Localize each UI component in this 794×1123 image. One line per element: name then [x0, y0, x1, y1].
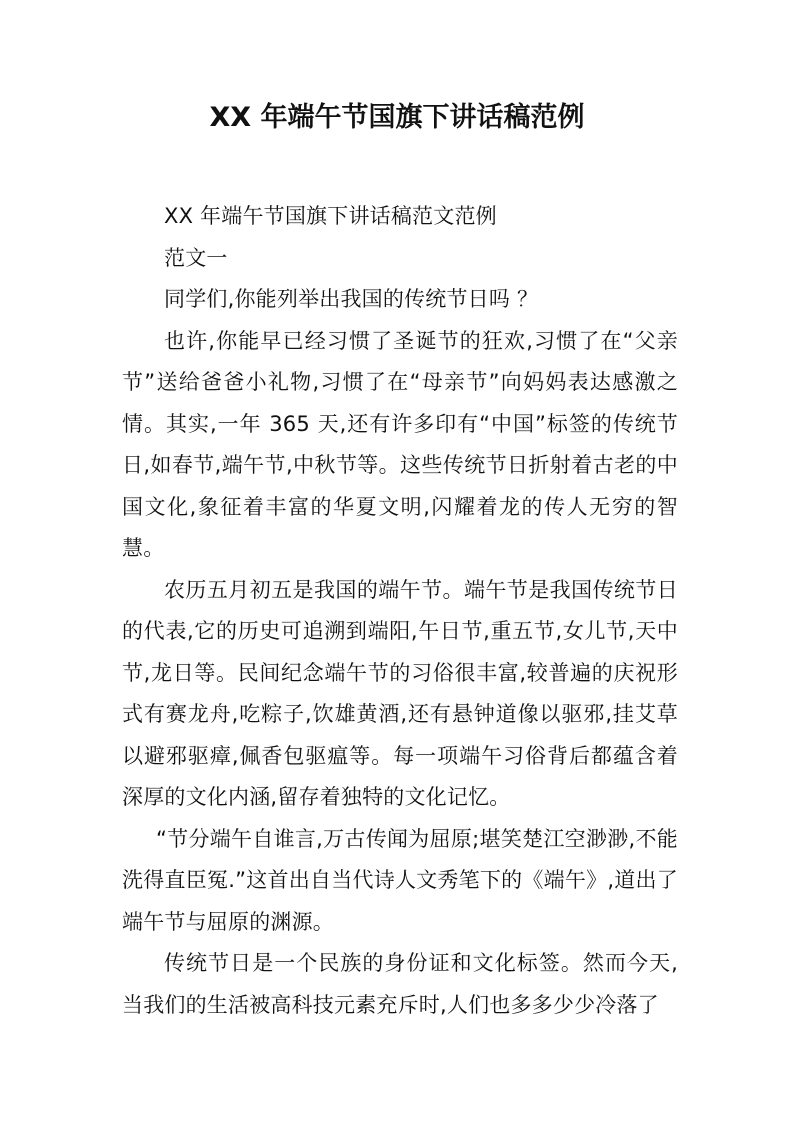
document-title: XX 年端午节国旗下讲话稿范例: [209, 102, 585, 133]
paragraph-section-label: 范文一: [164, 245, 228, 270]
paragraph: 传统节日是一个民族的身份证和文化标签。然而今天,当我们的生活被高科技元素充斥时,人们也多多少少冷落了: [122, 951, 678, 1017]
paragraph: 农历五月初五是我国的端午节。端午节是我国传统节日的代表,它的历史可追溯到端阳,午日节,重五节,女儿节,天中节,龙日等。民间纪念端午节的习俗很丰富,较普遍的庆祝形式有赛龙舟,吃粽子,饮雄黄酒,还有悬钟道像以驱邪,挂艾草以避邪驱瘴,佩香包驱瘟等。每一项端午习俗背后都蕴含着深厚的文化内涵,留存着独特的文化记忆。: [122, 577, 678, 809]
paragraph-subtitle: XX 年端午节国旗下讲话稿范文范例: [164, 204, 497, 228]
document-body: [122, 196, 678, 1026]
paragraph-greeting: 同学们,你能列举出我国的传统节日吗 ？: [164, 287, 539, 311]
paragraph-poem: “节分端午自谁言,万古传闻为屈原;堪笑楚江空渺渺,不能洗得直臣冤.”这首出自当代诗人文秀笔下的《端午》,道出了端午节与屈原的渊源。: [122, 826, 678, 934]
paragraph: 也许,你能早已经习惯了圣诞节的狂欢,习惯了在“父亲节”送给爸爸小礼物,习惯了在“母亲节”向妈妈表达感激之情。其实,一年 365 天,还有许多印有“中国”标签的传统节日,如春节,端午节,中秋节等。这些传统节日折射着古老的中国文化,象征着丰富的华夏文明,闪耀着龙的传人无穷的智慧。: [122, 328, 678, 560]
